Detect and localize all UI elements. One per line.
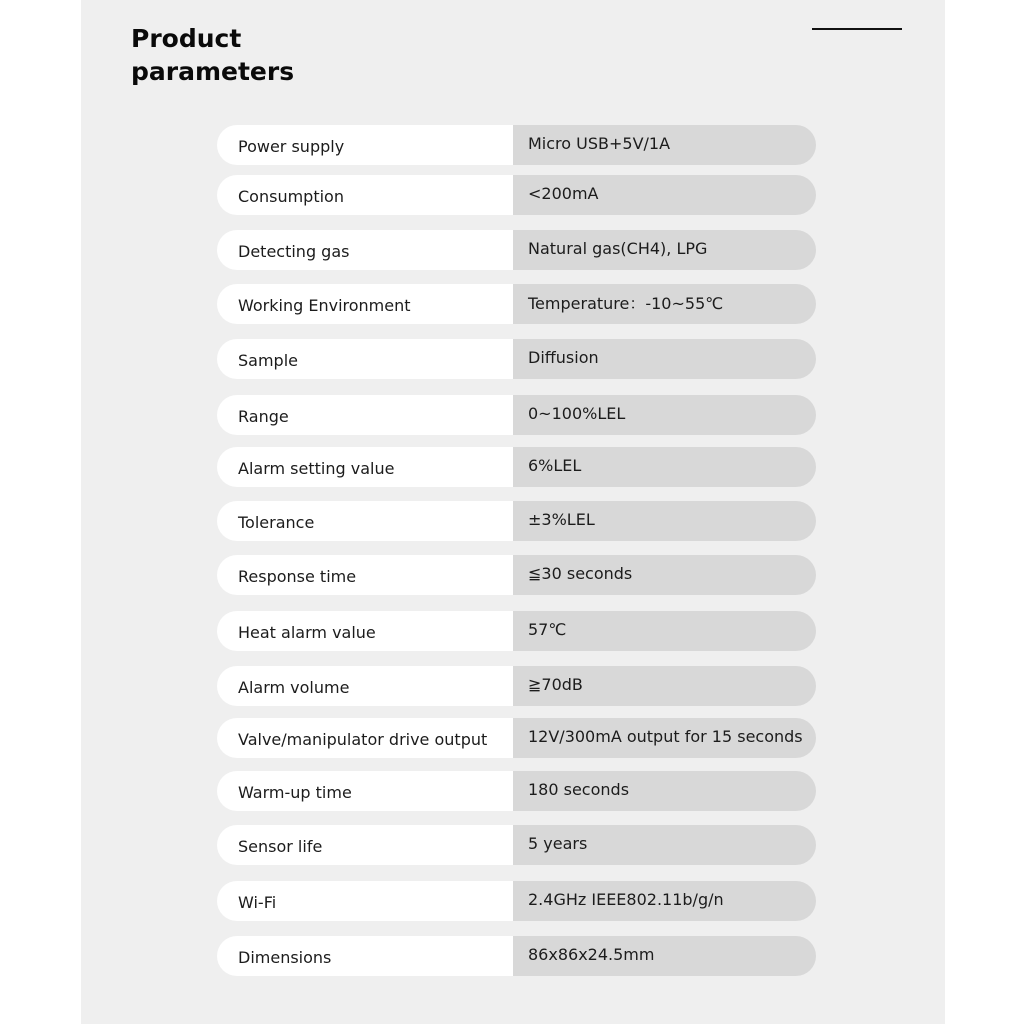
parameter-row: [217, 447, 816, 487]
parameter-row: [217, 125, 816, 165]
parameter-row: [217, 825, 816, 865]
parameter-label: Valve/manipulator drive output: [217, 718, 513, 758]
parameter-row: [217, 881, 816, 921]
parameter-label: Range: [217, 395, 513, 435]
parameter-value: ±3%LEL: [513, 501, 816, 541]
parameter-value: Temperature：-10~55℃: [513, 284, 816, 324]
parameter-value: 86x86x24.5mm: [513, 936, 816, 976]
parameter-label: Working Environment: [217, 284, 513, 324]
parameter-row: [217, 611, 816, 651]
parameter-value: ≦30 seconds: [513, 555, 816, 595]
parameter-label: Response time: [217, 555, 513, 595]
parameter-row: [217, 718, 816, 758]
parameter-value: <200mA: [513, 175, 816, 215]
parameter-label: Wi-Fi: [217, 881, 513, 921]
parameter-value: 2.4GHz IEEE802.11b/g/n: [513, 881, 816, 921]
parameter-row: [217, 284, 816, 324]
parameter-label: Power supply: [217, 125, 513, 165]
parameter-row: [217, 936, 816, 976]
parameter-row: [217, 175, 816, 215]
parameter-value: Natural gas(CH4), LPG: [513, 230, 816, 270]
parameter-row: [217, 339, 816, 379]
parameter-value: 5 years: [513, 825, 816, 865]
parameter-label: Alarm setting value: [217, 447, 513, 487]
parameter-label: Sample: [217, 339, 513, 379]
parameter-value: 12V/300mA output for 15 seconds: [513, 718, 816, 758]
parameter-label: Consumption: [217, 175, 513, 215]
parameter-row: [217, 501, 816, 541]
parameter-label: Dimensions: [217, 936, 513, 976]
parameter-row: [217, 230, 816, 270]
parameter-label: Heat alarm value: [217, 611, 513, 651]
parameter-label: Warm-up time: [217, 771, 513, 811]
parameter-value: 180 seconds: [513, 771, 816, 811]
page-title: Product parameters: [131, 24, 295, 86]
parameter-row: [217, 771, 816, 811]
parameter-label: Detecting gas: [217, 230, 513, 270]
parameter-row: [217, 395, 816, 435]
parameter-value: 6%LEL: [513, 447, 816, 487]
parameter-value: 57℃: [513, 611, 816, 651]
parameter-value: 0~100%LEL: [513, 395, 816, 435]
parameter-label: Alarm volume: [217, 666, 513, 706]
parameter-value: Diffusion: [513, 339, 816, 379]
parameter-row: [217, 666, 816, 706]
parameter-label: Sensor life: [217, 825, 513, 865]
parameter-row: [217, 555, 816, 595]
parameter-label: Tolerance: [217, 501, 513, 541]
parameter-value: ≧70dB: [513, 666, 816, 706]
decorative-line: [812, 28, 902, 30]
parameter-value: Micro USB+5V/1A: [513, 125, 816, 165]
